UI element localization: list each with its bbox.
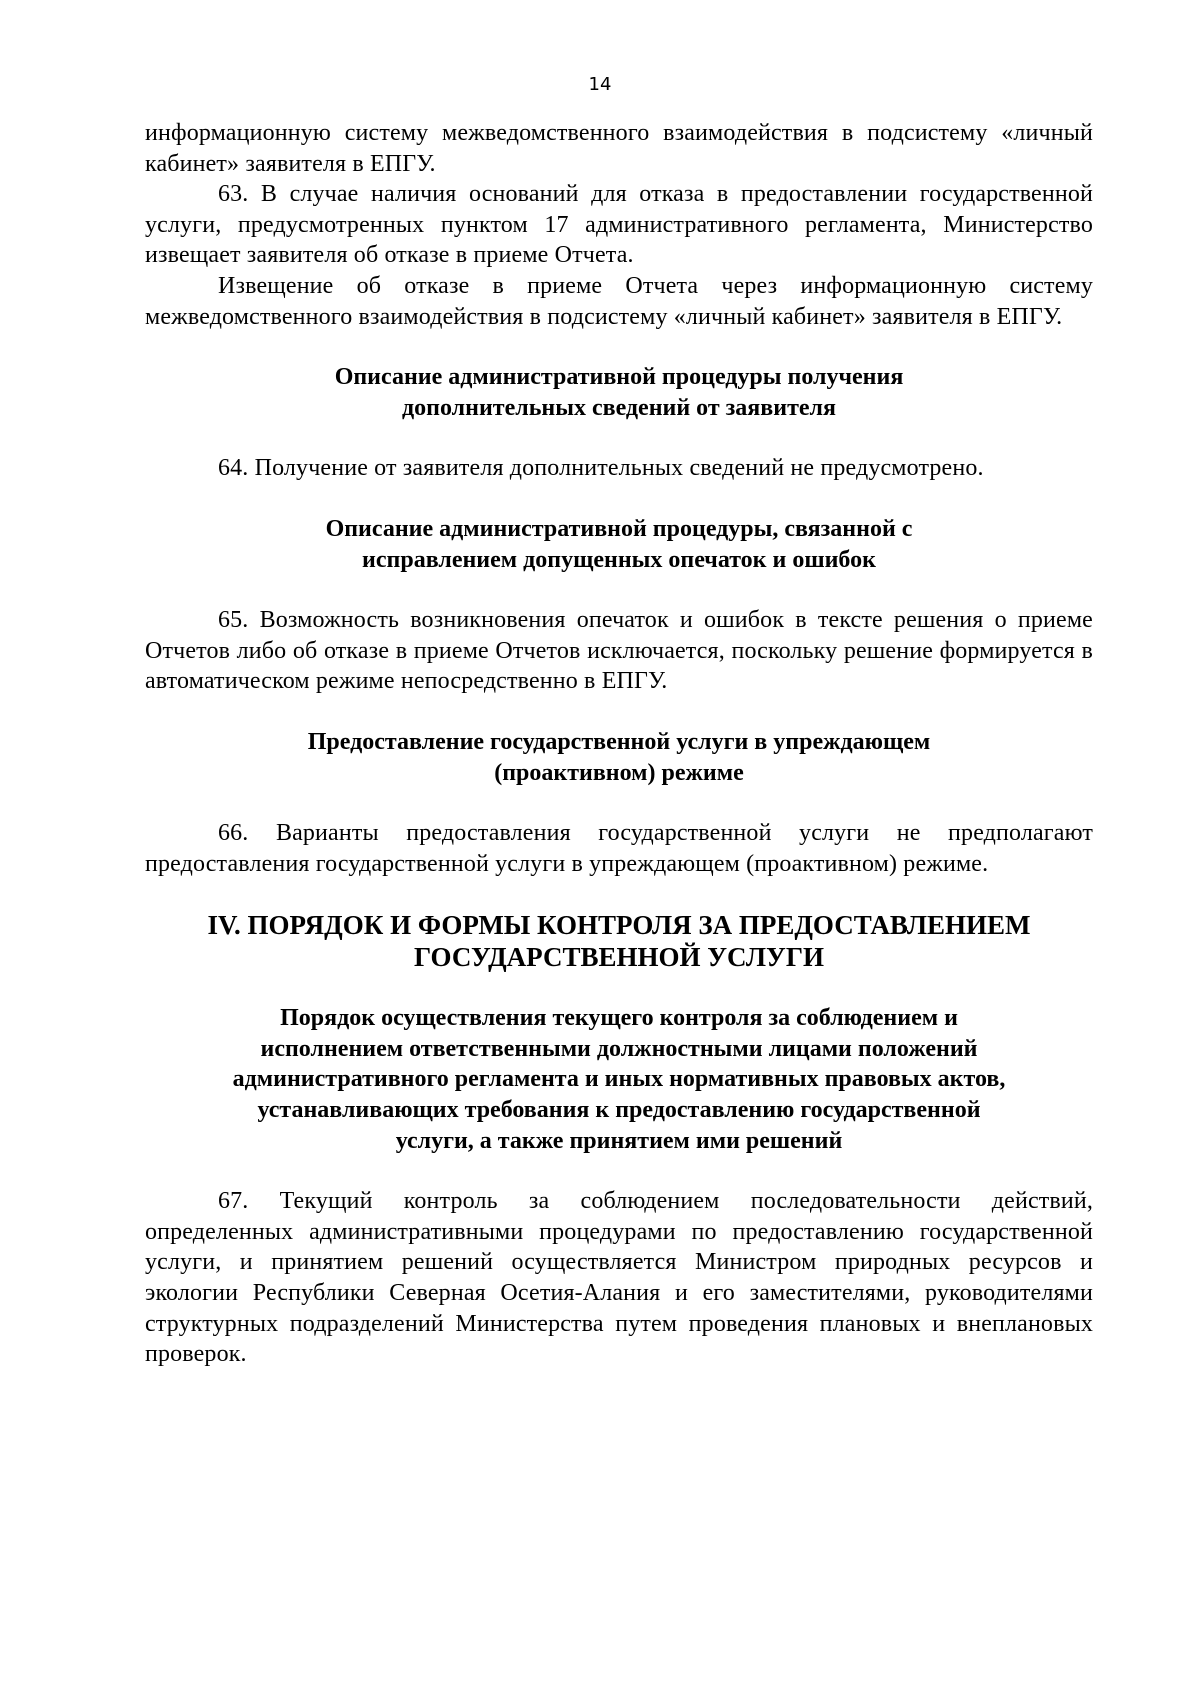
heading-line: (проактивном) режиме (494, 759, 744, 786)
paragraph-65: 65. Возможность возникновения опечаток и ошибок в тексте решения о приеме Отчетов либо об отказе в приеме Отчетов исключается, поскольку решение формируется в автоматическом режиме непосредственно в ЕПГУ. (145, 607, 1093, 695)
paragraph-continuation: информационную систему межведомственного взаимодействия в подсистему «личный кабинет» заявителя в ЕПГУ. (145, 120, 1093, 177)
paragraph-64: 64. Получение от заявителя дополнительных сведений не предусмотрено. (218, 455, 984, 482)
section-heading-iv (145, 909, 1093, 973)
heading-line: Описание административной процедуры, связанной с (325, 515, 913, 542)
document-body (145, 118, 1093, 1370)
heading-line: услуги, а также принятием ими решений (395, 1127, 843, 1154)
heading-line: исполнением ответственными должностными лицами положений (260, 1035, 978, 1062)
paragraph-63-notice: Извещение об отказе в приеме Отчета через информационную систему межведомственного взаимодействия в подсистему «личный кабинет» заявителя в ЕПГУ. (145, 272, 1093, 330)
heading-line: исправлением допущенных опечаток и ошибок (362, 546, 876, 573)
heading-line: Описание административной процедуры получения (334, 364, 904, 391)
heading-line: административного регламента и иных нормативных правовых актов, (232, 1066, 1006, 1093)
section-heading-line: ГОСУДАРСТВЕННОЙ УСЛУГИ (414, 942, 824, 973)
heading-proactive-mode (145, 727, 1093, 788)
heading-additional-info-procedure (145, 362, 1093, 423)
heading-line: устанавливающих требования к предоставлению государственной (257, 1097, 981, 1124)
heading-typo-correction-procedure (145, 514, 1093, 575)
heading-current-control-procedure (145, 1003, 1093, 1156)
paragraph-63: 63. В случае наличия оснований для отказа в предоставлении государственной услуги, предусмотренных пунктом 17 административного регламента, Министерство извещает заявителя об отказе в приеме Отчета. (145, 181, 1093, 269)
paragraph-66: 66. Варианты предоставления государственной услуги не предполагают предоставления государственной услуги в упреждающем (проактивном) режиме. (145, 820, 1093, 877)
heading-line: дополнительных сведений от заявителя (402, 394, 836, 421)
section-heading-line: IV. ПОРЯДОК И ФОРМЫ КОНТРОЛЯ ЗА ПРЕДОСТАВЛЕНИЕМ (207, 910, 1031, 941)
heading-line: Порядок осуществления текущего контроля за соблюдением и (280, 1005, 958, 1032)
heading-line: Предоставление государственной услуги в упреждающем (307, 728, 931, 755)
page-number: 14 (588, 74, 612, 95)
paragraph-67: 67. Текущий контроль за соблюдением последовательности действий, определенных административными процедурами по предоставлению государственной услуги, и принятием решений осуществляется Министром природных ресурсов и экологии Республики Северная Осетия-Алания и его заместителями, руководителями структурных подразделений Министерства путем проведения плановых и внеплановых проверок. (145, 1188, 1093, 1368)
